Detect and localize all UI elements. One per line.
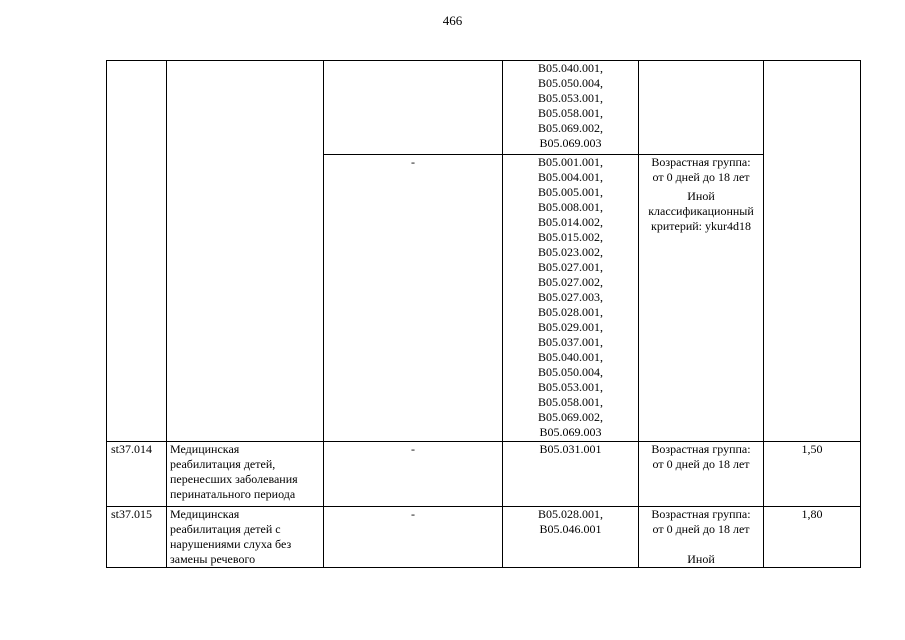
service-code: B05.053.001,: [537, 380, 603, 394]
diagnosis-cell: -: [324, 155, 503, 442]
criteria-cell: Возрастная группа: от 0 дней до 18 лет Иной классификационный критерий: ykur4d18: [639, 155, 764, 442]
service-code: B05.031.001: [539, 442, 602, 456]
service-code: B05.015.002,: [537, 230, 603, 244]
table-row: [107, 507, 861, 568]
name-cell: Медицинская реабилитация детей, перенесших заболевания перинатального периода: [167, 442, 324, 507]
criteria-cell: Возрастная группа: от 0 дней до 18 лет: [639, 442, 764, 507]
service-code: B05.029.001,: [537, 320, 603, 334]
page-number: 466: [442, 13, 463, 28]
service-code: B05.028.001,: [537, 305, 603, 319]
service-code: B05.001.001,: [537, 155, 603, 169]
service-code: B05.004.001,: [537, 170, 603, 184]
service-code: B05.046.001: [539, 522, 602, 536]
criteria-cell: Возрастная группа: от 0 дней до 18 лет Иной: [639, 507, 764, 568]
coefficient-cell: 1,80: [764, 507, 861, 568]
diagnosis-cell: [324, 61, 503, 155]
code-cell: st37.015: [107, 507, 167, 568]
service-code: B05.069.003: [539, 425, 602, 439]
service-code: B05.058.001,: [537, 395, 603, 409]
service-code: B05.040.001,: [537, 61, 603, 75]
service-code: B05.027.002,: [537, 275, 603, 289]
service-code: B05.069.003: [539, 136, 602, 150]
service-code: B05.005.001,: [537, 185, 603, 199]
name-cell: Медицинская реабилитация детей с нарушениями слуха без замены речевого: [167, 507, 324, 568]
services-cell: [503, 442, 639, 507]
service-code: B05.040.001,: [537, 350, 603, 364]
service-code: B05.050.004,: [537, 76, 603, 90]
code-cell: st37.014: [107, 442, 167, 507]
tariff-table: [106, 60, 861, 568]
table-row: [107, 442, 861, 507]
code-cell: [107, 61, 167, 442]
criteria-cell: [639, 61, 764, 155]
service-code: B05.053.001,: [537, 91, 603, 105]
services-cell: [503, 155, 639, 442]
diagnosis-cell: -: [324, 442, 503, 507]
diagnosis-cell: -: [324, 507, 503, 568]
coefficient-cell: 1,50: [764, 442, 861, 507]
services-cell: [503, 507, 639, 568]
coefficient-cell: [764, 61, 861, 442]
service-code: B05.069.002,: [537, 410, 603, 424]
service-code: B05.014.002,: [537, 215, 603, 229]
service-code: B05.037.001,: [537, 335, 603, 349]
service-code: B05.058.001,: [537, 106, 603, 120]
services-cell: [503, 61, 639, 155]
table-row: [107, 61, 861, 155]
service-code: B05.008.001,: [537, 200, 603, 214]
service-code: B05.069.002,: [537, 121, 603, 135]
service-code: B05.028.001,: [537, 507, 603, 521]
service-code: B05.023.002,: [537, 245, 603, 259]
service-code: B05.027.001,: [537, 260, 603, 274]
name-cell: [167, 61, 324, 442]
service-code: B05.050.004,: [537, 365, 603, 379]
service-code: B05.027.003,: [537, 290, 603, 304]
